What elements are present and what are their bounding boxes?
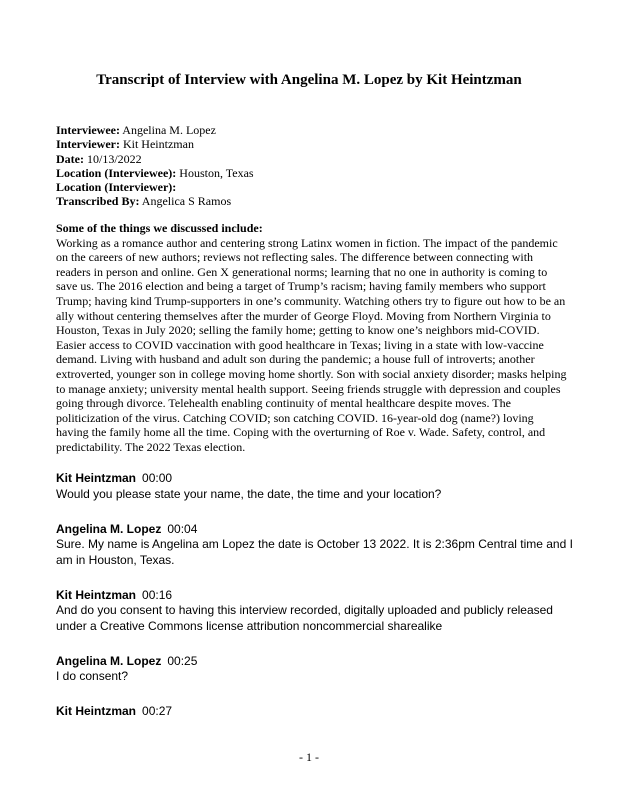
transcript-entry xyxy=(56,471,576,502)
meta-label: Location (Interviewer): xyxy=(56,180,177,195)
meta-location-interviewer xyxy=(56,180,576,194)
utterance-text: Sure. My name is Angelina am Lopez the date is October 13 2022. It is 2:36pm Central time and I am in Houston, Texas. xyxy=(56,537,573,567)
interview-metadata xyxy=(56,123,576,209)
meta-value: Angelina M. Lopez xyxy=(119,123,216,137)
meta-label: Date: xyxy=(56,151,84,166)
meta-value: Houston, Texas xyxy=(176,165,254,180)
speaker-name: Kit Heintzman xyxy=(56,587,137,602)
meta-value: 10/13/2022 xyxy=(83,151,142,166)
meta-interviewer xyxy=(56,137,576,151)
transcript xyxy=(56,471,576,739)
speaker-line xyxy=(56,522,576,538)
discussion-summary xyxy=(56,221,568,455)
timestamp: 00:16 xyxy=(142,587,173,602)
document-title: Transcript of Interview with Angelina M. Lopez by Kit Heintzman xyxy=(96,72,522,88)
meta-label: Interviewee: xyxy=(56,123,120,137)
speaker-name: Angelina M. Lopez xyxy=(56,521,162,536)
meta-date xyxy=(56,152,576,166)
speaker-name: Kit Heintzman xyxy=(56,471,137,485)
meta-value: Angelica S Ramos xyxy=(139,194,232,209)
utterance-text: And do you consent to having this interview recorded, digitally uploaded and publicly released under a Creative Commons license attribution noncommercial sharealike xyxy=(56,603,553,633)
timestamp: 00:25 xyxy=(167,653,198,668)
transcript-entry xyxy=(56,522,576,569)
meta-value: Kit Heintzman xyxy=(119,137,194,152)
utterance-text: I do consent? xyxy=(56,669,129,683)
meta-label: Interviewer: xyxy=(56,137,120,152)
page-number: - 1 - xyxy=(299,750,319,764)
summary-heading: Some of the things we discussed include: xyxy=(56,221,263,235)
meta-location-interviewee xyxy=(56,166,576,180)
meta-label: Location (Interviewee): xyxy=(56,165,177,180)
speaker-name: Kit Heintzman xyxy=(56,704,137,718)
meta-interviewee xyxy=(56,123,576,137)
transcript-entry xyxy=(56,704,576,720)
speaker-line xyxy=(56,654,576,670)
transcript-entry xyxy=(56,654,576,685)
meta-label: Transcribed By: xyxy=(56,194,140,209)
speaker-line xyxy=(56,704,576,720)
transcript-entry xyxy=(56,588,576,635)
timestamp: 00:27 xyxy=(142,704,173,718)
speaker-line xyxy=(56,471,576,487)
timestamp: 00:00 xyxy=(142,471,173,485)
meta-transcribed-by xyxy=(56,194,576,208)
summary-text: Working as a romance author and centering strong Latinx women in fiction. The impact of the pandemic on the careers of new authors; reviews not reflecting sales. The difference between connecting with readers in person and online. Gen X generational norms; learning that no one in authority is coming to save us. The 2016 election and being a target of Trump’s racism; having family members who support Trump; having kind Trump-supporters in one’s community. Watching others try to figure out how to be an ally without centering themselves after the murder of George Floyd. Moving from Northern Virginia to Houston, Texas in July 2020; selling the family home; getting to know one’s neighbors mid-COVID. Easier access to COVID vaccination with good healthcare in Texas; living in a state with low-vaccine demand. Living with husband and adult son during the pandemic; a house full of introverts; another extroverted, younger son in college moving home shortly. Son with social anxiety disorder; masks helping to manage anxiety; university mental health support. Seeing friends struggle with depression and couples going through divorce. Telehealth enabling continuity of mental healthcare despite moves. The politicization of the virus. Catching COVID; son catching COVID. 16-year-old dog (name?) loving having the family home all the time. Coping with the overturning of Roe v. Wade. Safety, control, and predictability. The 2022 Texas election. xyxy=(56,235,567,454)
speaker-name: Angelina M. Lopez xyxy=(56,653,162,668)
timestamp: 00:04 xyxy=(167,521,198,536)
utterance-text: Would you please state your name, the date, the time and your location? xyxy=(56,486,442,501)
speaker-line xyxy=(56,588,576,604)
